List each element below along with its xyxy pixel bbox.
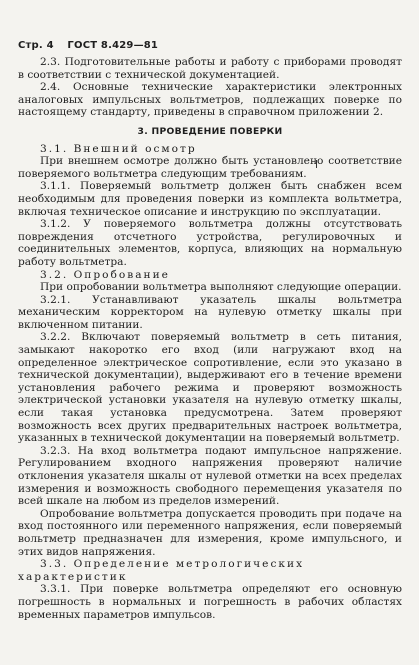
paragraph-2-3: 2.3. Подготовительные работы и работу с приборами проводят в соответствии с технической документацией.: [18, 56, 402, 81]
paragraph-3-2-2: 3.2.2. Включают поверяемый вольтметр в сеть питания, замыкают накоротко его вход (или нагружают вход на определенное электрическое сопротивление, если это указано в технической документации), выдерживают его в течение времени установления рабочего режима и проверяют возможность электрической установки указателя на нулевую отметку шкалы, если такая установка предусмотрена. Затем проверяют возможность всех других предварительных настроек вольтметра, указанных в технической документации на поверяемый вольтметр.: [18, 331, 402, 445]
paragraph-3-2-3: 3.2.3. На вход вольтметра подают импульсное напряжение. Регулированием входного напряжения проверяют наличие отклонения указателя шкалы от нулевой отметки на всех пределах измерения и возможность свободного перемещения указателя по всей шкале на любом из пределов измерений.: [18, 444, 402, 508]
paragraph-3-1: При внешнем осмотре должно быть установлено соответствие поверяемого вольтметра следующим требованиям.: [18, 155, 402, 180]
paragraph-3-2-1: 3.2.1. Устанавливают указатель шкалы вольтметра механическим корректором на нулевую отметку шкалы при включенном питании.: [18, 293, 402, 331]
standard-code: ГОСТ 8.429—81: [67, 40, 159, 51]
subsection-3-1-heading: 3.1. Внешний осмотр: [40, 142, 197, 155]
paragraph-3-1-2: 3.1.2. У поверяемого вольтметра должны отсутствовать повреждения отсчетного устройства, регулировочных и соединительных элементов, корпуса, влияющих на нормальную работу вольтметра.: [18, 218, 402, 268]
paragraph-3-2-4: Опробование вольтметра допускается проводить при подаче на вход постоянного или переменного напряжения, если поверяемый вольтметр предназначен для измерения, кроме импульсного, и этих видов напряжения.: [18, 507, 402, 558]
paragraph-3-1-1: 3.1.1. Поверяемый вольтметр должен быть снабжен всем необходимым для проведения поверки из комплекта вольтметра, включая техническое описание и инструкцию по эксплуатации.: [18, 180, 402, 218]
subsection-3-3-heading: 3.3. Определение метрологических характеристик: [18, 558, 305, 583]
paragraph-3-2: При опробовании вольтметра выполняют следующие операции.: [40, 281, 402, 294]
page-number: Стр. 4: [18, 40, 54, 51]
body-text: [18, 56, 402, 621]
subsection-3-2-heading: 3.2. Опробование: [40, 268, 170, 281]
page-header: [18, 40, 158, 51]
paragraph-2-4: 2.4. Основные технические характеристики электронных аналоговых импульсных вольтметров, подлежащих поверке по настоящему стандарту, приведены в справочном приложении 2.: [18, 81, 402, 119]
paragraph-3-3-1: 3.3.1. При поверке вольтметра определяют его основную погрешность в нормальных и погрешность в рабочих областях временных параметров импульсов.: [18, 583, 402, 621]
section-title: 3. ПРОВЕДЕНИЕ ПОВЕРКИ: [137, 125, 283, 137]
